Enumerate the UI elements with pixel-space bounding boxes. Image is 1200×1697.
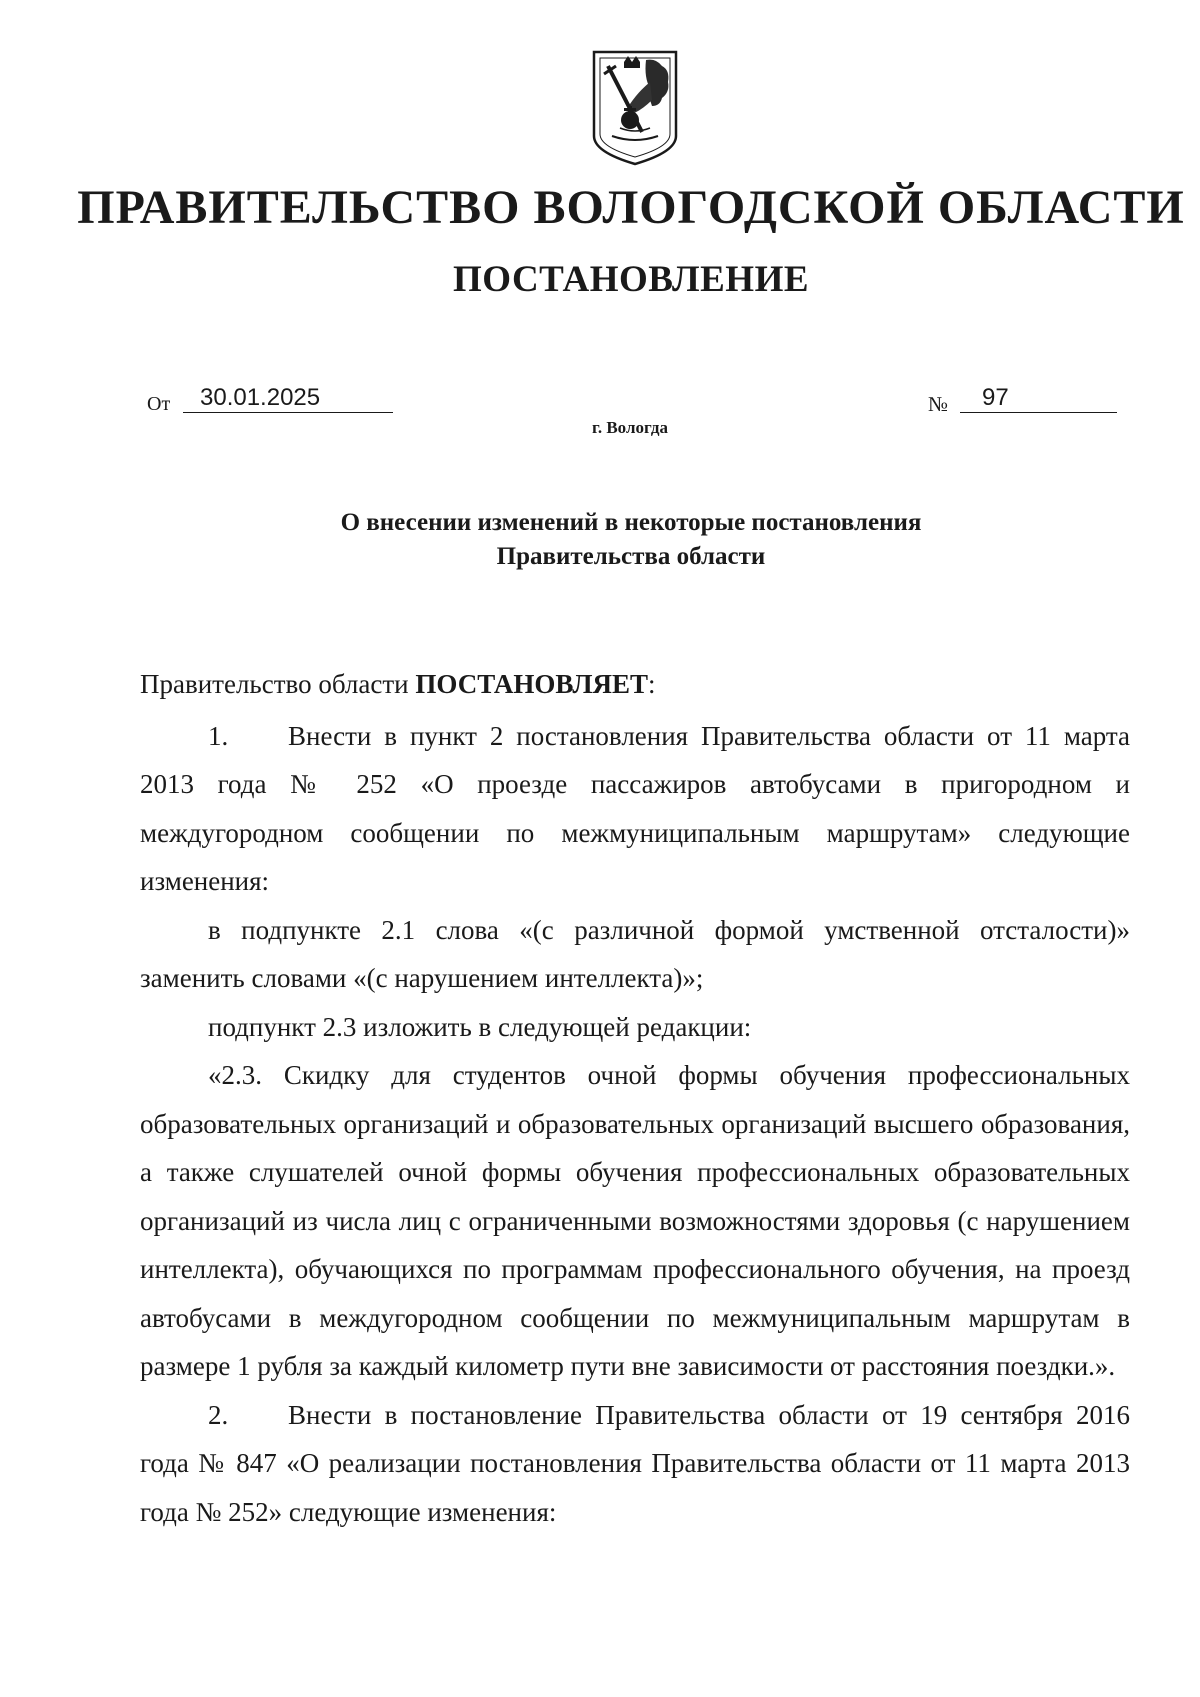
- item-1-subitem-a: в подпункте 2.1 слова «(с различной формой умственной отсталости)» заменить словами «(с нарушением интеллекта)»;: [140, 914, 1130, 993]
- preamble-end: :: [647, 669, 656, 699]
- item-1-number: 1.: [208, 720, 229, 751]
- government-title: ПРАВИТЕЛЬСТВО ВОЛОГОДСКОЙ ОБЛАСТИ: [77, 181, 1185, 234]
- item-1-text: Внести в пункт 2 постановления Правительства области от 11 марта 2013 года № 252 «О проезде пассажиров автобусами в пригородном и междугородном сообщении по межмуниципальным маршрутам» следующие изменения:: [140, 720, 1130, 896]
- item-1-subitem-c: «2.3. Скидку для студентов очной формы обучения профессиональных образовательных организаций и образовательных организаций высшего образования, а также слушателей очной формы обучения профессиональных образовательных организаций из числа лиц с ограниченными возможностями здоровья (с нарушением интеллекта), обучающихся по программам профессионального обучения, на проезд автобусами в междугородном сообщении по межмуниципальным маршрутам в размере 1 рубля за каждый километр пути вне зависимости от расстояния поездки.».: [140, 1060, 1130, 1381]
- document-subject: [200, 506, 1062, 574]
- item-2: [140, 1391, 1130, 1537]
- number-underline: [960, 412, 1117, 413]
- document-date: 30.01.2025: [200, 384, 321, 411]
- subject-line-1: О внесении изменений в некоторые постановления: [340, 509, 922, 536]
- preamble: [140, 660, 1130, 709]
- item-1: [140, 712, 1130, 906]
- date-underline: [183, 412, 393, 413]
- preamble-text: Правительство области: [140, 669, 416, 699]
- item-2-text: Внести в постановление Правительства области от 19 сентября 2016 года № 847 «О реализации постановления Правительства области от 11 марта 2013 года № 252» следующие изменения:: [140, 1399, 1130, 1527]
- subject-line-2: Правительства области: [496, 543, 766, 570]
- document-number: 97: [982, 384, 1009, 411]
- item-2-number: 2.: [208, 1399, 229, 1430]
- preamble-keyword: ПОСТАНОВЛЯЕТ: [415, 669, 648, 699]
- document-city: г. Вологда: [592, 418, 668, 437]
- vologda-coat-of-arms-icon: [590, 48, 680, 166]
- date-prefix: От: [147, 393, 171, 415]
- item-1-subitem-b: подпункт 2.3 изложить в следующей редакции:: [208, 1011, 752, 1042]
- number-prefix: №: [928, 392, 949, 416]
- document-body: [140, 660, 1130, 1536]
- document-type: ПОСТАНОВЛЕНИЕ: [452, 259, 810, 300]
